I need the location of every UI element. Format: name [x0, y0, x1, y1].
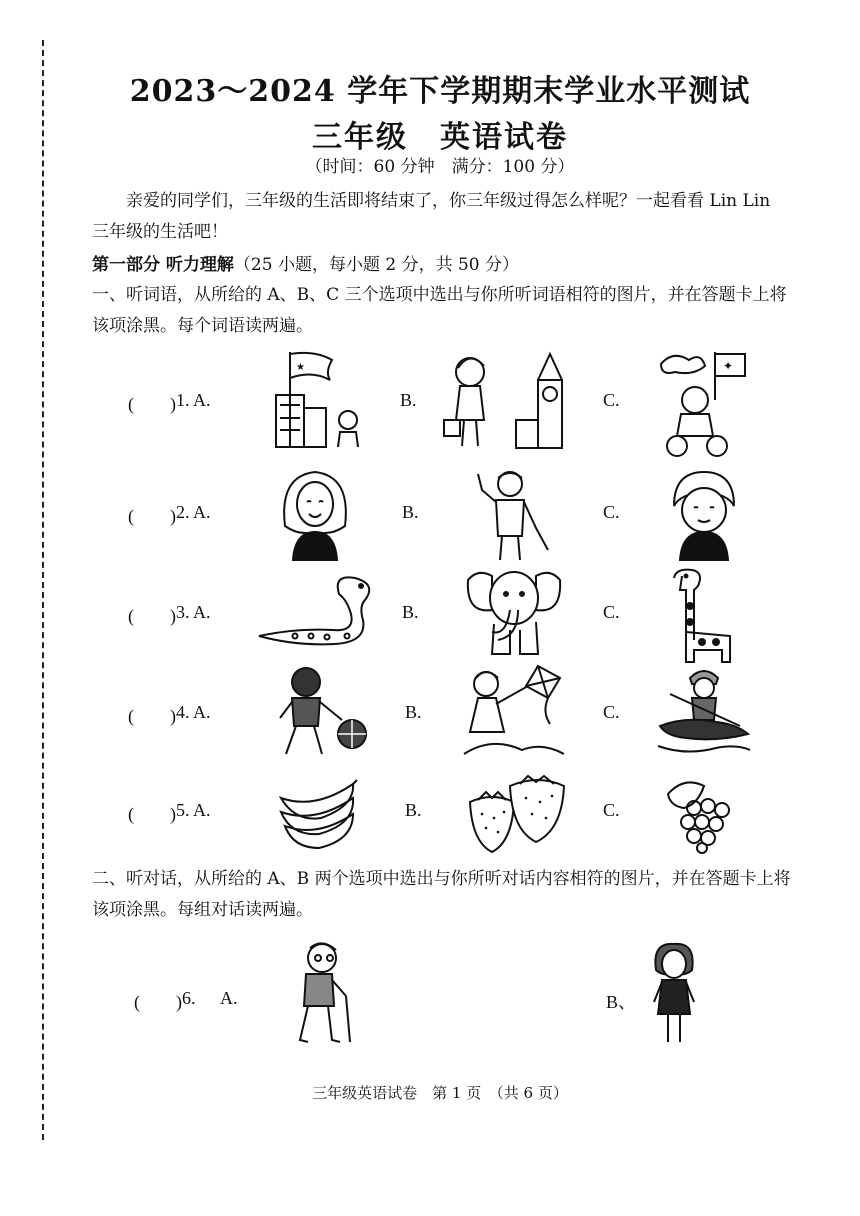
question-row — [0, 466, 860, 566]
question-row — [0, 664, 860, 764]
exam-title: 2023～2024 学年下学期期末学业水平测试 — [129, 74, 751, 109]
answer-blank[interactable]: ( ) — [128, 804, 176, 824]
china-flag-city-icon — [270, 350, 370, 450]
answer-blank[interactable]: ( ) — [128, 506, 176, 526]
question-number: 4. A. — [176, 702, 211, 722]
question-row — [0, 350, 860, 450]
man-waving-icon — [470, 466, 560, 561]
question-number: 2. A. — [176, 502, 211, 522]
option-c-label: C. — [603, 702, 620, 722]
question-number: 3. A. — [176, 602, 211, 622]
option-c-label: C. — [603, 800, 620, 820]
basketball-player-icon — [272, 664, 368, 758]
canada-flag-boy-icon — [655, 350, 750, 460]
bananas-icon — [275, 778, 359, 850]
section2-instruction: 二、听对话，从所给的 A、B 两个选项中选出与你所听对话内容相符的图片，并在答题卡上将该项涂黑。每组对话读两遍。 — [92, 869, 791, 920]
part1-note: （25 小题，每小题 2 分，共 50 分） — [233, 255, 520, 275]
answer-blank[interactable]: ( ) — [128, 606, 176, 626]
kayaking-icon — [656, 664, 752, 758]
part1-heading — [92, 250, 792, 281]
intro-text: 亲爱的同学们，三年级的生活即将结束了，你三年级过得怎么样呢？一起看看 Lin Lin 三年级的生活吧！ — [92, 191, 771, 242]
exam-subtitle: 三年级 英语试卷 — [312, 120, 568, 155]
woman-standing-icon — [646, 940, 702, 1044]
section1-instruction: 一、听词语，从所给的 A、B、C 三个选项中选出与你所听词语相符的图片，并在答题卡上将该项涂黑。每个词语读两遍。 — [92, 285, 787, 336]
option-c-label: C. — [603, 390, 620, 410]
old-man-cane-icon — [286, 940, 358, 1044]
giraffe-icon — [664, 566, 738, 664]
option-b-label: B、 — [606, 992, 637, 1012]
grapes-icon — [664, 774, 734, 854]
question-row — [0, 764, 860, 864]
page-footer: 三年级英语试卷 第 1 页 （共 6 页） — [312, 1084, 568, 1102]
girl-big-ben-icon — [440, 350, 580, 450]
svg-text:★: ★ — [296, 362, 305, 373]
answer-blank[interactable]: ( ) — [134, 992, 182, 1012]
answer-blank[interactable]: ( ) — [128, 394, 176, 414]
question-number: 5. A. — [176, 800, 211, 820]
svg-text:✦: ✦ — [723, 359, 734, 373]
option-b-label: B. — [405, 702, 422, 722]
option-a-label: A. — [220, 988, 238, 1008]
question-row — [0, 566, 860, 666]
option-b-label: B. — [402, 602, 419, 622]
option-b-label: B. — [405, 800, 422, 820]
question-number: 6. — [182, 988, 196, 1008]
exam-meta: （时间：60 分钟 满分：100 分） — [305, 157, 575, 177]
option-b-label: B. — [402, 502, 419, 522]
option-c-label: C. — [603, 602, 620, 622]
option-c-label: C. — [603, 502, 620, 522]
part1-title: 第一部分 听力理解 — [92, 255, 234, 275]
question-number: 1. A. — [176, 390, 211, 410]
snake-icon — [255, 570, 381, 648]
answer-blank[interactable]: ( ) — [128, 706, 176, 726]
strawberries-icon — [464, 772, 570, 856]
elephant-icon — [462, 566, 566, 656]
question-row — [0, 940, 860, 1040]
grandma-icon — [664, 466, 744, 561]
woman-icon — [275, 466, 355, 561]
girl-kite-icon — [462, 664, 566, 758]
option-b-label: B. — [400, 390, 417, 410]
